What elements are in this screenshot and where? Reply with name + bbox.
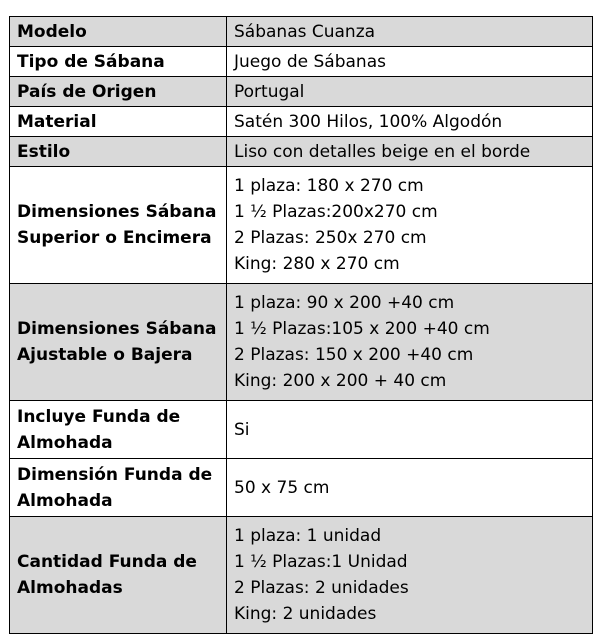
- spec-label-line: Dimensiones Sábana: [17, 202, 217, 222]
- spec-value-line: Juego de Sábanas: [234, 51, 386, 72]
- product-spec-table: [9, 16, 593, 634]
- spec-label-line: Material: [17, 111, 97, 132]
- spec-value-line: King: 2 unidades: [234, 604, 377, 624]
- spec-row-estilo: [10, 137, 593, 167]
- spec-label: [10, 459, 227, 517]
- spec-value: [227, 47, 593, 77]
- spec-value-line: Liso con detalles beige en el borde: [234, 141, 531, 162]
- spec-label-line: Almohada: [17, 490, 113, 511]
- spec-value-line: King: 200 x 200 + 40 cm: [234, 371, 447, 391]
- spec-value-line: 1 ½ Plazas:1 Unidad: [234, 552, 408, 572]
- spec-label-line: Almohadas: [17, 578, 123, 598]
- spec-row-cantidad-funda: [10, 517, 593, 634]
- spec-label-line: País de Origen: [17, 81, 157, 102]
- spec-value: [227, 167, 593, 284]
- spec-label-line: Incluye Funda de: [17, 406, 181, 427]
- spec-label-line: Estilo: [17, 141, 71, 162]
- spec-value-line: 1 plaza: 1 unidad: [234, 526, 382, 546]
- spec-value-line: Portugal: [234, 81, 305, 102]
- spec-label: [10, 77, 227, 107]
- spec-label: [10, 167, 227, 284]
- spec-row-dimensiones-encimera: [10, 167, 593, 284]
- spec-value-line: 50 x 75 cm: [234, 477, 330, 498]
- spec-value: [227, 401, 593, 459]
- spec-label: [10, 517, 227, 634]
- spec-label-line: Cantidad Funda de: [17, 552, 197, 572]
- spec-row-incluye-funda: [10, 401, 593, 459]
- spec-row-modelo: [10, 17, 593, 47]
- spec-row-dimensiones-bajera: [10, 284, 593, 401]
- spec-value-line: 2 Plazas: 250x 270 cm: [234, 228, 427, 248]
- spec-label-line: Tipo de Sábana: [17, 51, 165, 72]
- spec-label-line: Almohada: [17, 432, 113, 453]
- spec-value: [227, 17, 593, 47]
- spec-row-material: [10, 107, 593, 137]
- spec-label: [10, 137, 227, 167]
- spec-row-dimension-funda: [10, 459, 593, 517]
- spec-value-line: 1 plaza: 90 x 200 +40 cm: [234, 293, 455, 313]
- spec-label-line: Modelo: [17, 21, 87, 42]
- spec-value-line: 1 plaza: 180 x 270 cm: [234, 176, 424, 196]
- spec-value-line: 1 ½ Plazas:105 x 200 +40 cm: [234, 319, 490, 339]
- spec-row-pais: [10, 77, 593, 107]
- spec-value: [227, 459, 593, 517]
- spec-label: [10, 401, 227, 459]
- spec-label: [10, 107, 227, 137]
- spec-value-line: 2 Plazas: 2 unidades: [234, 578, 409, 598]
- spec-label-line: Ajustable o Bajera: [17, 345, 193, 365]
- spec-label: [10, 284, 227, 401]
- spec-label: [10, 47, 227, 77]
- spec-label: [10, 17, 227, 47]
- spec-row-tipo: [10, 47, 593, 77]
- spec-value: [227, 284, 593, 401]
- spec-value-line: Satén 300 Hilos, 100% Algodón: [234, 111, 503, 132]
- spec-value-line: 1 ½ Plazas:200x270 cm: [234, 202, 438, 222]
- spec-label-line: Dimensiones Sábana: [17, 319, 217, 339]
- spec-label-line: Dimensión Funda de: [17, 464, 213, 485]
- spec-value-line: Sábanas Cuanza: [234, 21, 376, 42]
- spec-value-line: 2 Plazas: 150 x 200 +40 cm: [234, 345, 474, 365]
- spec-value-line: Si: [234, 419, 250, 440]
- spec-value: [227, 517, 593, 634]
- spec-value: [227, 137, 593, 167]
- spec-value: [227, 107, 593, 137]
- spec-value: [227, 77, 593, 107]
- spec-value-line: King: 280 x 270 cm: [234, 254, 400, 274]
- spec-label-line: Superior o Encimera: [17, 228, 212, 248]
